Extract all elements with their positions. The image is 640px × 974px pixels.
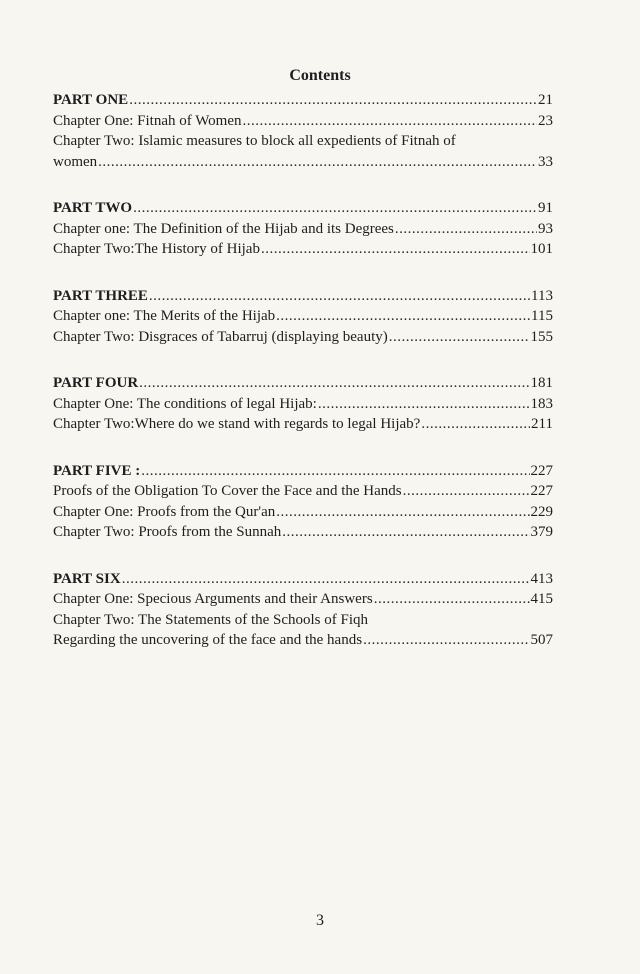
dot-leader (318, 394, 530, 415)
toc-chapter-entry (53, 152, 553, 173)
toc-entry-line (53, 610, 553, 631)
toc-chapter-entry (53, 414, 553, 435)
dot-leader (389, 327, 530, 348)
toc-page-number: 155 (530, 328, 553, 345)
toc-page-number: 113 (531, 287, 553, 304)
toc-entry-title: Chapter one: The Definition of the Hijab and its Degrees (53, 220, 394, 237)
toc-part-heading (53, 373, 553, 394)
toc-entry-title: Chapter Two: Disgraces of Tabarruj (displaying beauty) (53, 328, 388, 345)
toc-part-heading (53, 461, 553, 482)
toc-page-number: 21 (538, 92, 553, 108)
dot-leader (363, 630, 529, 651)
toc-entry-title: Chapter Two: Proofs from the Sunnah (53, 524, 282, 540)
toc-entry-title: Chapter One: The conditions of legal Hijab: (53, 395, 317, 412)
toc-entry-title: Proofs of the Obligation To Cover the Face and the Hands (53, 483, 402, 499)
toc-page-number: 101 (530, 241, 553, 257)
toc-page-number: 507 (530, 632, 553, 648)
dot-leader (129, 90, 537, 111)
toc-chapter-entry (53, 502, 553, 523)
toc-page-number: 227 (530, 483, 553, 499)
dot-leader (141, 461, 529, 482)
dot-leader (242, 111, 537, 132)
section-gap (53, 435, 553, 461)
toc-part-heading (53, 286, 553, 307)
toc-chapter-entry (53, 111, 553, 132)
toc-part-heading (53, 569, 553, 590)
toc-entry-title: Chapter Two: Islamic measures to block all expedients of Fitnah of (53, 133, 456, 149)
toc-entry-title: Chapter Two: The Statements of the Schools of Fiqh (53, 611, 369, 628)
dot-leader (395, 219, 537, 240)
toc-entry-title: Chapter One: Specious Arguments and their Answers (53, 591, 373, 607)
dot-leader (261, 239, 530, 260)
dot-leader (122, 569, 530, 590)
toc-entry-title: women (53, 153, 98, 170)
toc-page-number: 227 (530, 462, 553, 479)
toc-entry-title: PART FOUR (53, 375, 139, 391)
toc-entry-title: PART THREE (53, 287, 148, 304)
dot-leader (276, 306, 530, 327)
toc-entry-title: Chapter Two:Where do we stand with regards to legal Hijab? (53, 416, 421, 432)
toc-entry-title: Chapter One: Fitnah of Women (53, 112, 242, 129)
toc-page-number: 33 (538, 153, 553, 170)
dot-leader (98, 152, 537, 173)
toc-page-number: 413 (530, 570, 553, 587)
toc-entry-title: Chapter One: Proofs from the Qur'an (53, 503, 276, 520)
dot-leader (421, 414, 530, 435)
dot-leader (276, 502, 529, 523)
toc-page-number: 229 (530, 503, 553, 520)
toc-entry-title: PART SIX (53, 570, 121, 587)
section-gap (53, 543, 553, 569)
toc-chapter-entry (53, 481, 553, 502)
toc-chapter-entry (53, 239, 553, 260)
table-of-contents (53, 90, 553, 651)
dot-leader (374, 589, 530, 610)
toc-chapter-entry (53, 219, 553, 240)
toc-page-number: 415 (530, 591, 553, 607)
toc-entry-title: PART TWO (53, 200, 133, 216)
toc-page-number: 91 (538, 200, 553, 216)
toc-page-number: 115 (531, 308, 553, 324)
toc-chapter-entry (53, 630, 553, 651)
page-number: 3 (316, 912, 324, 929)
toc-chapter-entry (53, 327, 553, 348)
toc-page-number: 211 (531, 416, 553, 432)
section-gap (53, 347, 553, 373)
toc-page-number: 23 (538, 112, 553, 129)
toc-entry-title: Chapter one: The Merits of the Hijab (53, 308, 276, 324)
dot-leader (282, 522, 529, 543)
dot-leader (133, 198, 537, 219)
dot-leader (403, 481, 530, 502)
toc-entry-title: PART FIVE : (53, 462, 141, 479)
toc-part-heading (53, 90, 553, 111)
toc-page-number: 183 (530, 395, 553, 412)
toc-entry-title: Chapter Two:The History of Hijab (53, 241, 260, 257)
dot-leader (139, 373, 529, 394)
section-gap (53, 260, 553, 286)
toc-entry-title: Regarding the uncovering of the face and the hands (53, 632, 363, 648)
dot-leader (149, 286, 530, 307)
section-gap (53, 172, 553, 198)
toc-entry-title: PART ONE (53, 92, 129, 108)
toc-part-heading (53, 198, 553, 219)
toc-page-number: 93 (538, 220, 553, 237)
toc-chapter-entry (53, 394, 553, 415)
toc-entry-line (53, 131, 553, 152)
toc-chapter-entry (53, 522, 553, 543)
toc-page-number: 379 (530, 524, 553, 540)
toc-chapter-entry (53, 306, 553, 327)
toc-chapter-entry (53, 589, 553, 610)
contents-heading: Contents (289, 67, 351, 84)
toc-page-number: 181 (530, 375, 553, 391)
